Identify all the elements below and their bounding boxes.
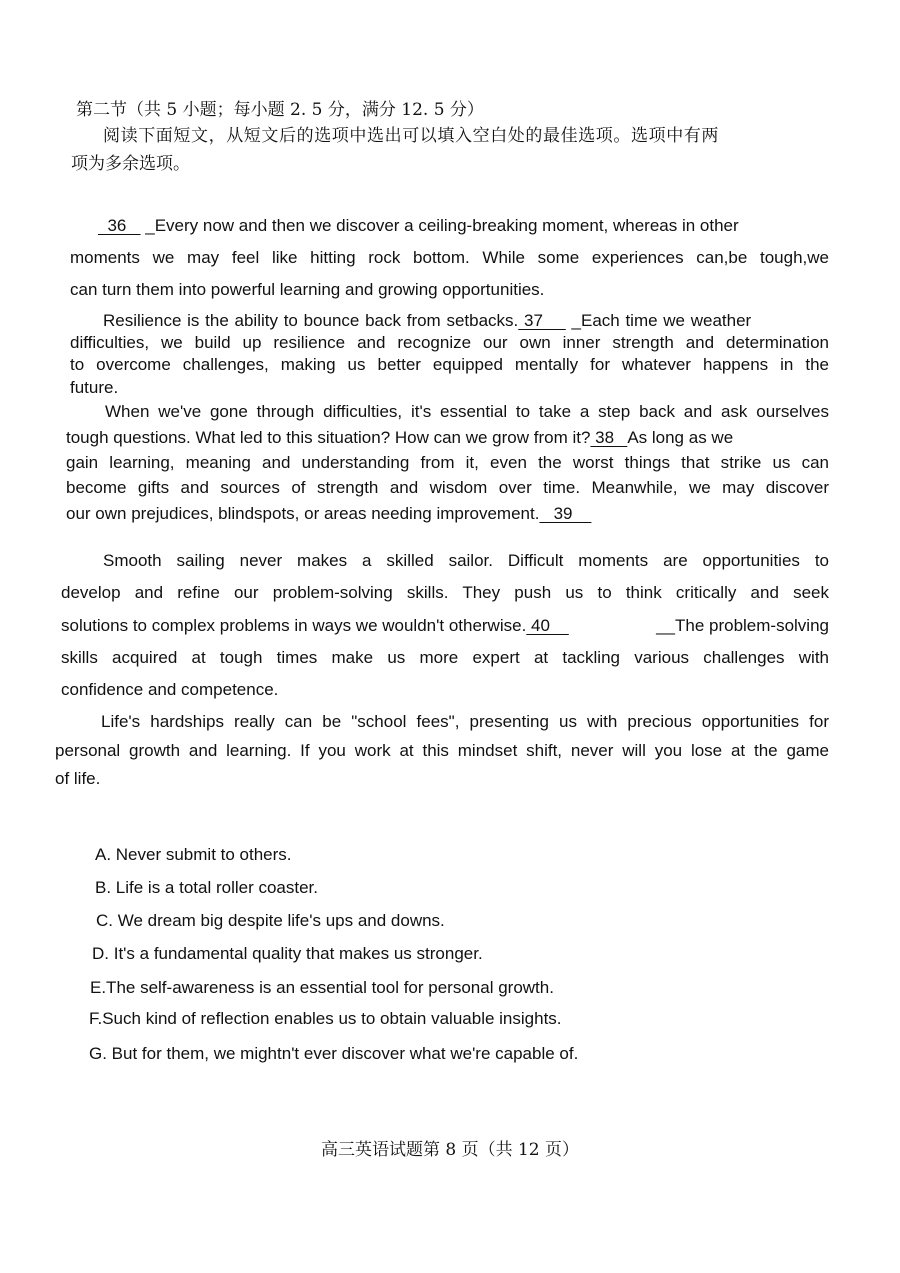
paragraph-4-line-4: skills acquired at tough times make us more expert at tackling various challenges with bbox=[61, 648, 829, 667]
paragraph-4-line-1: Smooth sailing never makes a skilled sailor. Difficult moments are opportunities to bbox=[103, 551, 829, 570]
paragraph-5-line-2: personal growth and learning. If you work at this mindset shift, never will you lose at the game bbox=[55, 741, 829, 760]
paragraph-4-line-2: develop and refine our problem-solving skills. They push us to think critically and seek bbox=[61, 583, 829, 602]
option-c[interactable]: C. We dream big despite life's ups and downs. bbox=[96, 911, 445, 930]
paragraph-2-line-2: difficulties, we build up resilience and recognize our own inner strength and determination bbox=[70, 333, 829, 352]
paragraph-1-line-1: 36 _Every now and then we discover a ceiling-breaking moment, whereas in other bbox=[98, 216, 739, 235]
paragraph-2-line-3: to overcome challenges, making us better equipped mentally for whatever happens in the bbox=[70, 355, 829, 374]
paragraph-4-line-3: solutions to complex problems in ways we wouldn't otherwise. 40 __The problem-solving bbox=[61, 616, 829, 635]
blank-40[interactable]: 40 bbox=[526, 616, 569, 635]
paragraph-2-line-4: future. bbox=[70, 378, 119, 397]
paragraph-3-line-4: become gifts and sources of strength and wisdom over time. Meanwhile, we may discover bbox=[66, 478, 829, 497]
paragraph-5-line-1: Life's hardships really can be "school fees", presenting us with precious opportunities for bbox=[101, 712, 829, 731]
blank-36[interactable]: 36 bbox=[98, 216, 141, 235]
paragraph-4-line-5: confidence and competence. bbox=[61, 680, 279, 699]
paragraph-3-line-2: tough questions. What led to this situation? How can we grow from it? 38 As long as we bbox=[66, 428, 734, 447]
blank-37[interactable]: 37 bbox=[518, 311, 566, 330]
paragraph-3-line-1: When we've gone through difficulties, it's essential to take a step back and ask ourselves bbox=[105, 402, 829, 421]
option-b[interactable]: B. Life is a total roller coaster. bbox=[95, 878, 318, 897]
paragraph-3-line-3: gain learning, meaning and understanding from it, even the worst things that strike us can bbox=[66, 453, 829, 472]
section-instruction-line1: 阅读下面短文，从短文后的选项中选出可以填入空白处的最佳选项。选项中有两 bbox=[103, 126, 719, 146]
paragraph-2-line-1: Resilience is the ability to bounce back from setbacks. 37 _Each time we weather bbox=[103, 311, 752, 330]
option-d[interactable]: D. It's a fundamental quality that makes us stronger. bbox=[92, 944, 483, 963]
paragraph-1-line-2: moments we may feel like hitting rock bottom. While some experiences can,be tough,we bbox=[70, 248, 829, 267]
page-footer: 高三英语试题第 8 页（共 12 页） bbox=[320, 1140, 580, 1160]
paragraph-3-line-5: our own prejudices, blindspots, or areas needing improvement. 39 bbox=[66, 504, 592, 523]
blank-39[interactable]: 39 bbox=[539, 504, 592, 523]
option-a[interactable]: A. Never submit to others. bbox=[95, 845, 292, 864]
section-instruction-line2: 项为多余选项。 bbox=[71, 154, 190, 174]
option-f[interactable]: F.Such kind of reflection enables us to obtain valuable insights. bbox=[89, 1009, 562, 1028]
blank-38[interactable]: 38 bbox=[590, 428, 628, 447]
option-g[interactable]: G. But for them, we mightn't ever discover what we're capable of. bbox=[89, 1044, 579, 1063]
option-e[interactable]: E.The self-awareness is an essential tool for personal growth. bbox=[90, 978, 554, 997]
paragraph-5-line-3: of life. bbox=[55, 769, 101, 788]
section-heading: 第二节（共 5 小题；每小题 2. 5 分，满分 12. 5 分） bbox=[76, 100, 484, 120]
paragraph-1-line-3: can turn them into powerful learning and growing opportunities. bbox=[70, 280, 545, 299]
